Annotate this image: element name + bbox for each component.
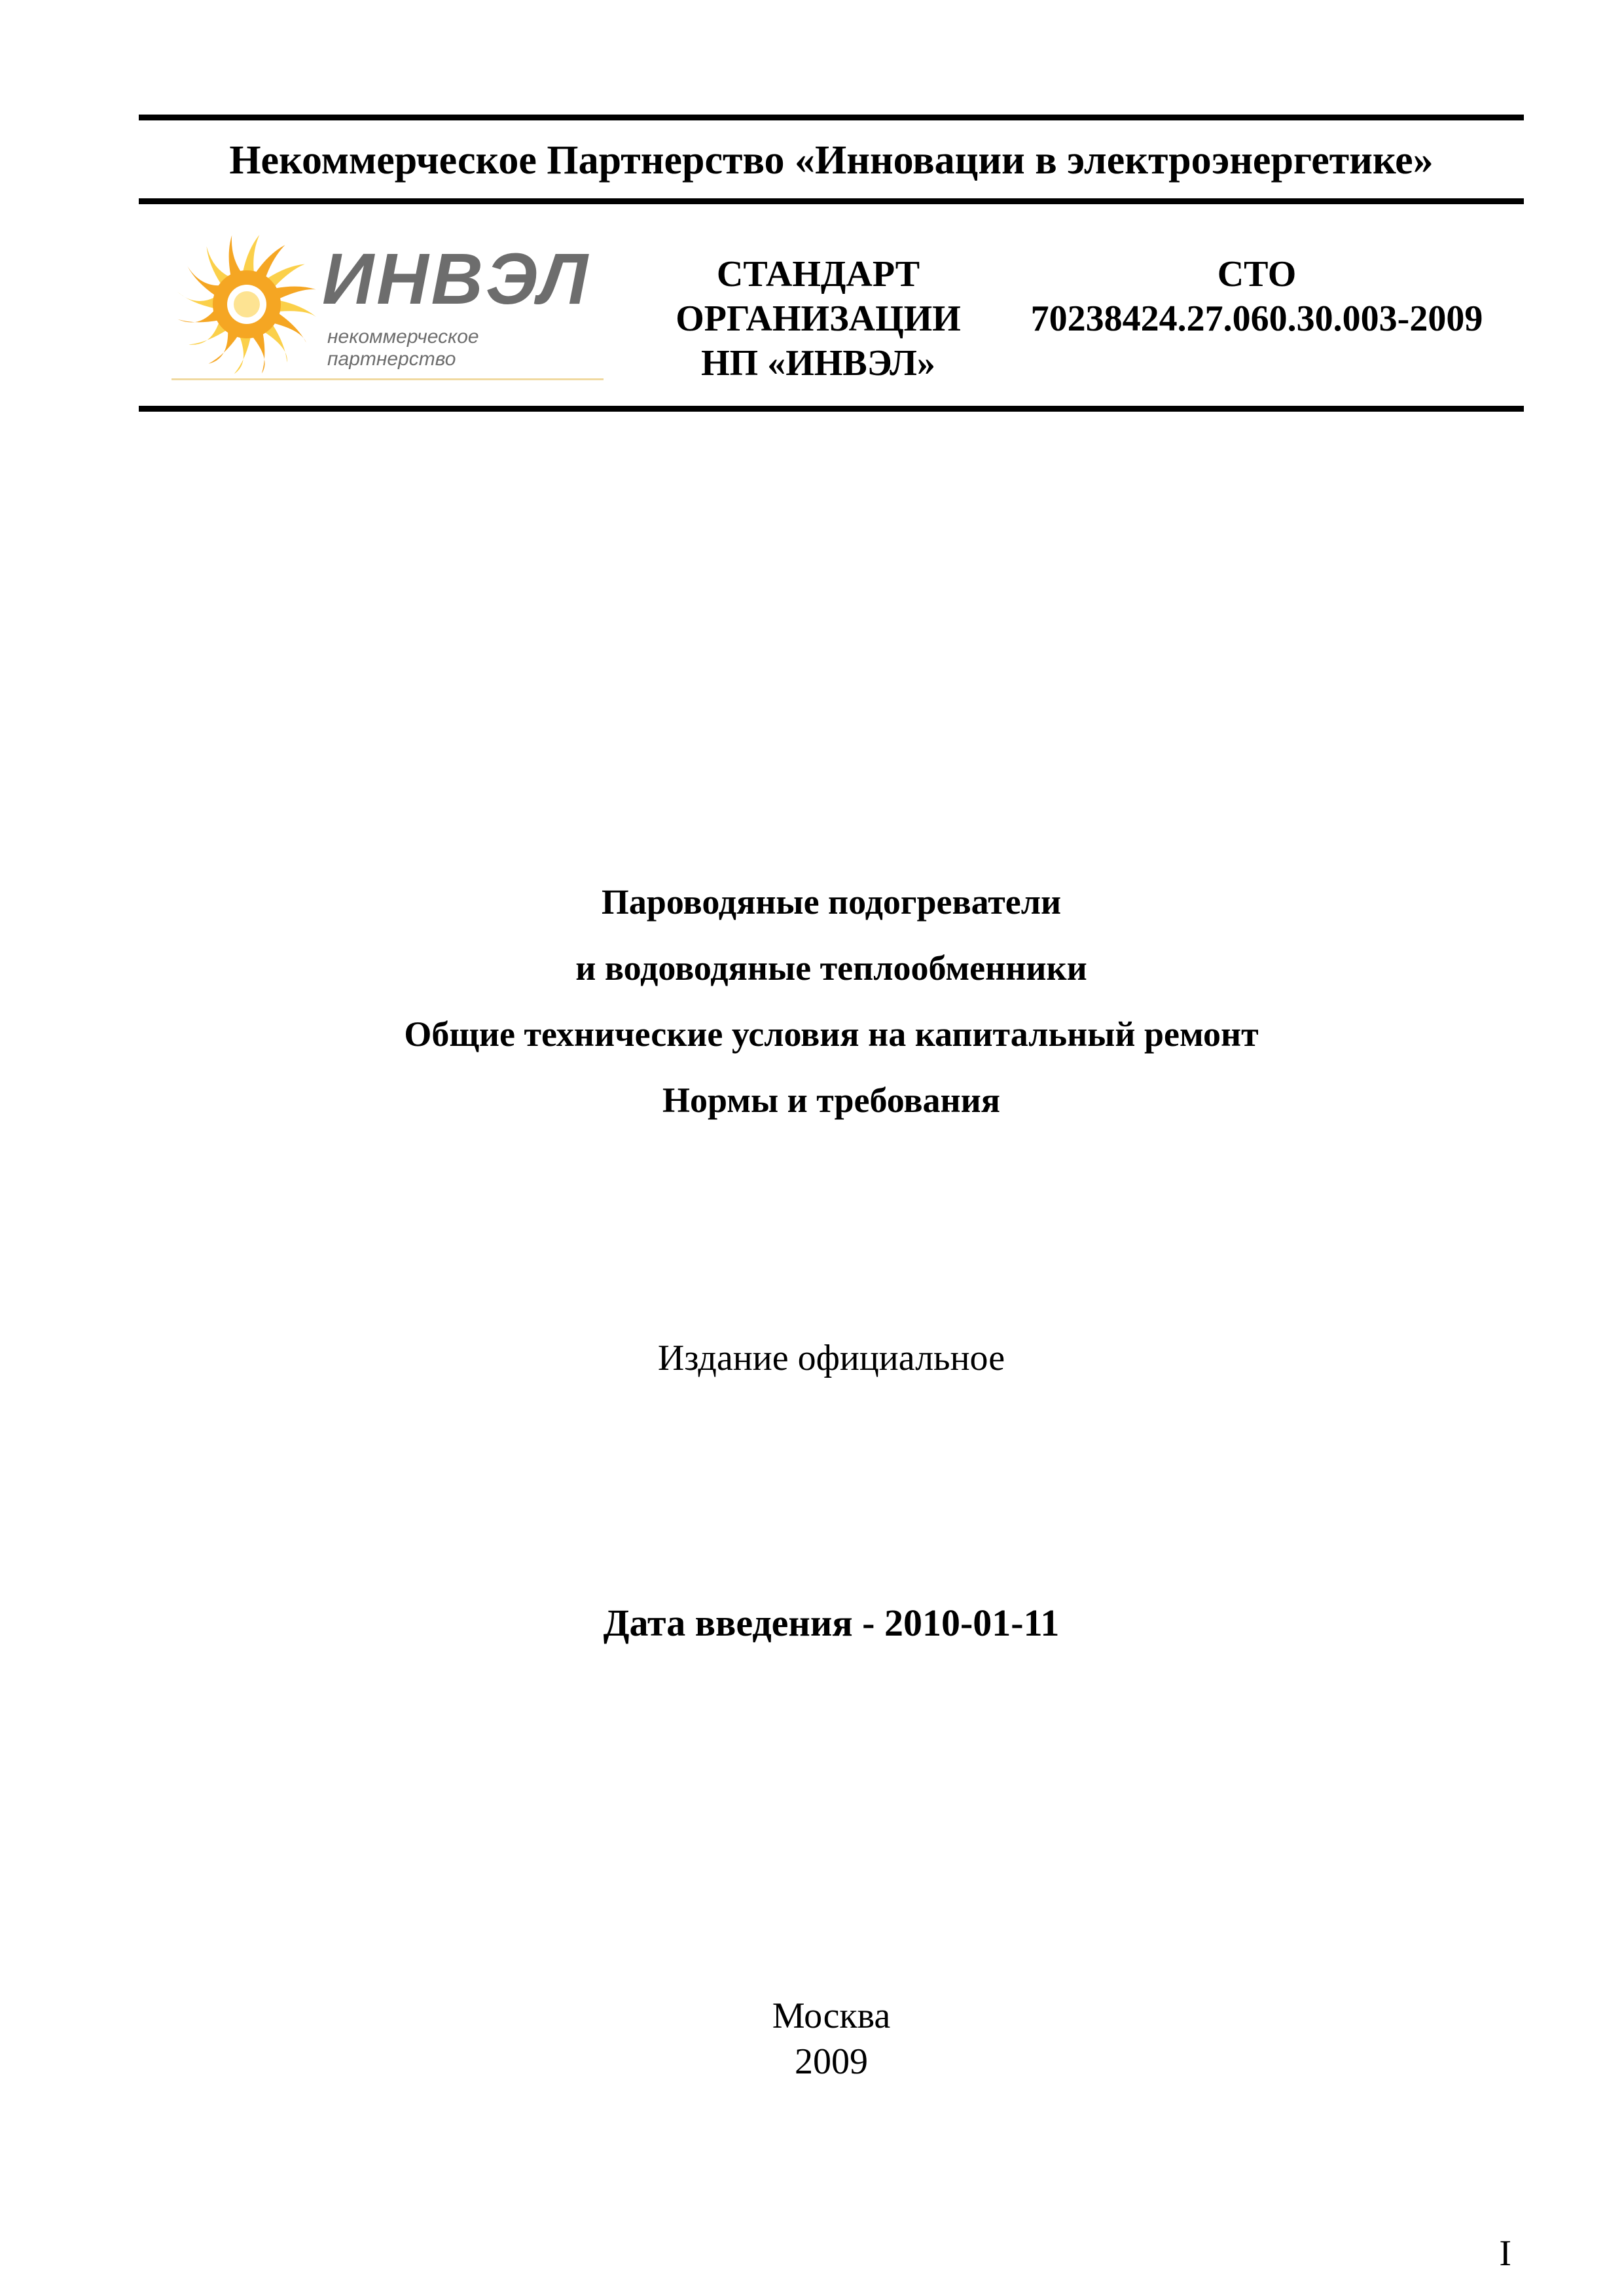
sun-ray bbox=[243, 235, 259, 272]
sun-ray bbox=[253, 333, 265, 374]
edition-label: Издание официальное bbox=[657, 1338, 1005, 1378]
standard-code-line: 70238424.27.060.30.003-2009 bbox=[1030, 298, 1483, 339]
logo-subtitle: некоммерческое партнерство bbox=[327, 326, 479, 370]
header-bottom-rule bbox=[139, 406, 1524, 412]
sun-ray bbox=[279, 300, 316, 317]
standard-name-line: ОРГАНИЗАЦИИ bbox=[676, 298, 961, 339]
year: 2009 bbox=[795, 2041, 868, 2082]
introduction-date: Дата введения - 2010-01-11 bbox=[603, 1602, 1060, 1644]
publication-place bbox=[139, 1993, 1524, 2085]
standard-code-line: СТО bbox=[1217, 254, 1297, 295]
sun-ray bbox=[234, 336, 251, 374]
sun-ray bbox=[229, 235, 242, 276]
standard-name-line: НП «ИНВЭЛ» bbox=[701, 343, 935, 384]
title-line: Общие технические условия на капитальный ремонт bbox=[404, 1014, 1259, 1054]
page-number: I bbox=[1499, 2233, 1511, 2274]
title-line: и водоводяные теплообменники bbox=[575, 948, 1087, 988]
document-title bbox=[139, 869, 1524, 1134]
standard-code bbox=[1008, 252, 1506, 341]
sun-logo-icon bbox=[171, 229, 322, 380]
invel-logo bbox=[171, 229, 604, 386]
sun-ray bbox=[276, 287, 316, 299]
sun-ray bbox=[177, 292, 215, 308]
logo-underline bbox=[171, 378, 604, 380]
city: Москва bbox=[772, 1996, 891, 2036]
header-divider bbox=[139, 198, 1524, 204]
sun-ray bbox=[177, 310, 218, 323]
title-line: Пароводяные подогреватели bbox=[601, 882, 1062, 922]
standard-name bbox=[648, 252, 988, 386]
standard-name-line: СТАНДАРТ bbox=[716, 254, 920, 295]
title-line: Нормы и требования bbox=[662, 1081, 1000, 1120]
organization-title: Некоммерческое Партнерство «Инновации в электроэнергетике» bbox=[229, 138, 1434, 183]
logo-name: ИНВЭЛ bbox=[322, 239, 590, 319]
top-rule bbox=[139, 115, 1524, 120]
